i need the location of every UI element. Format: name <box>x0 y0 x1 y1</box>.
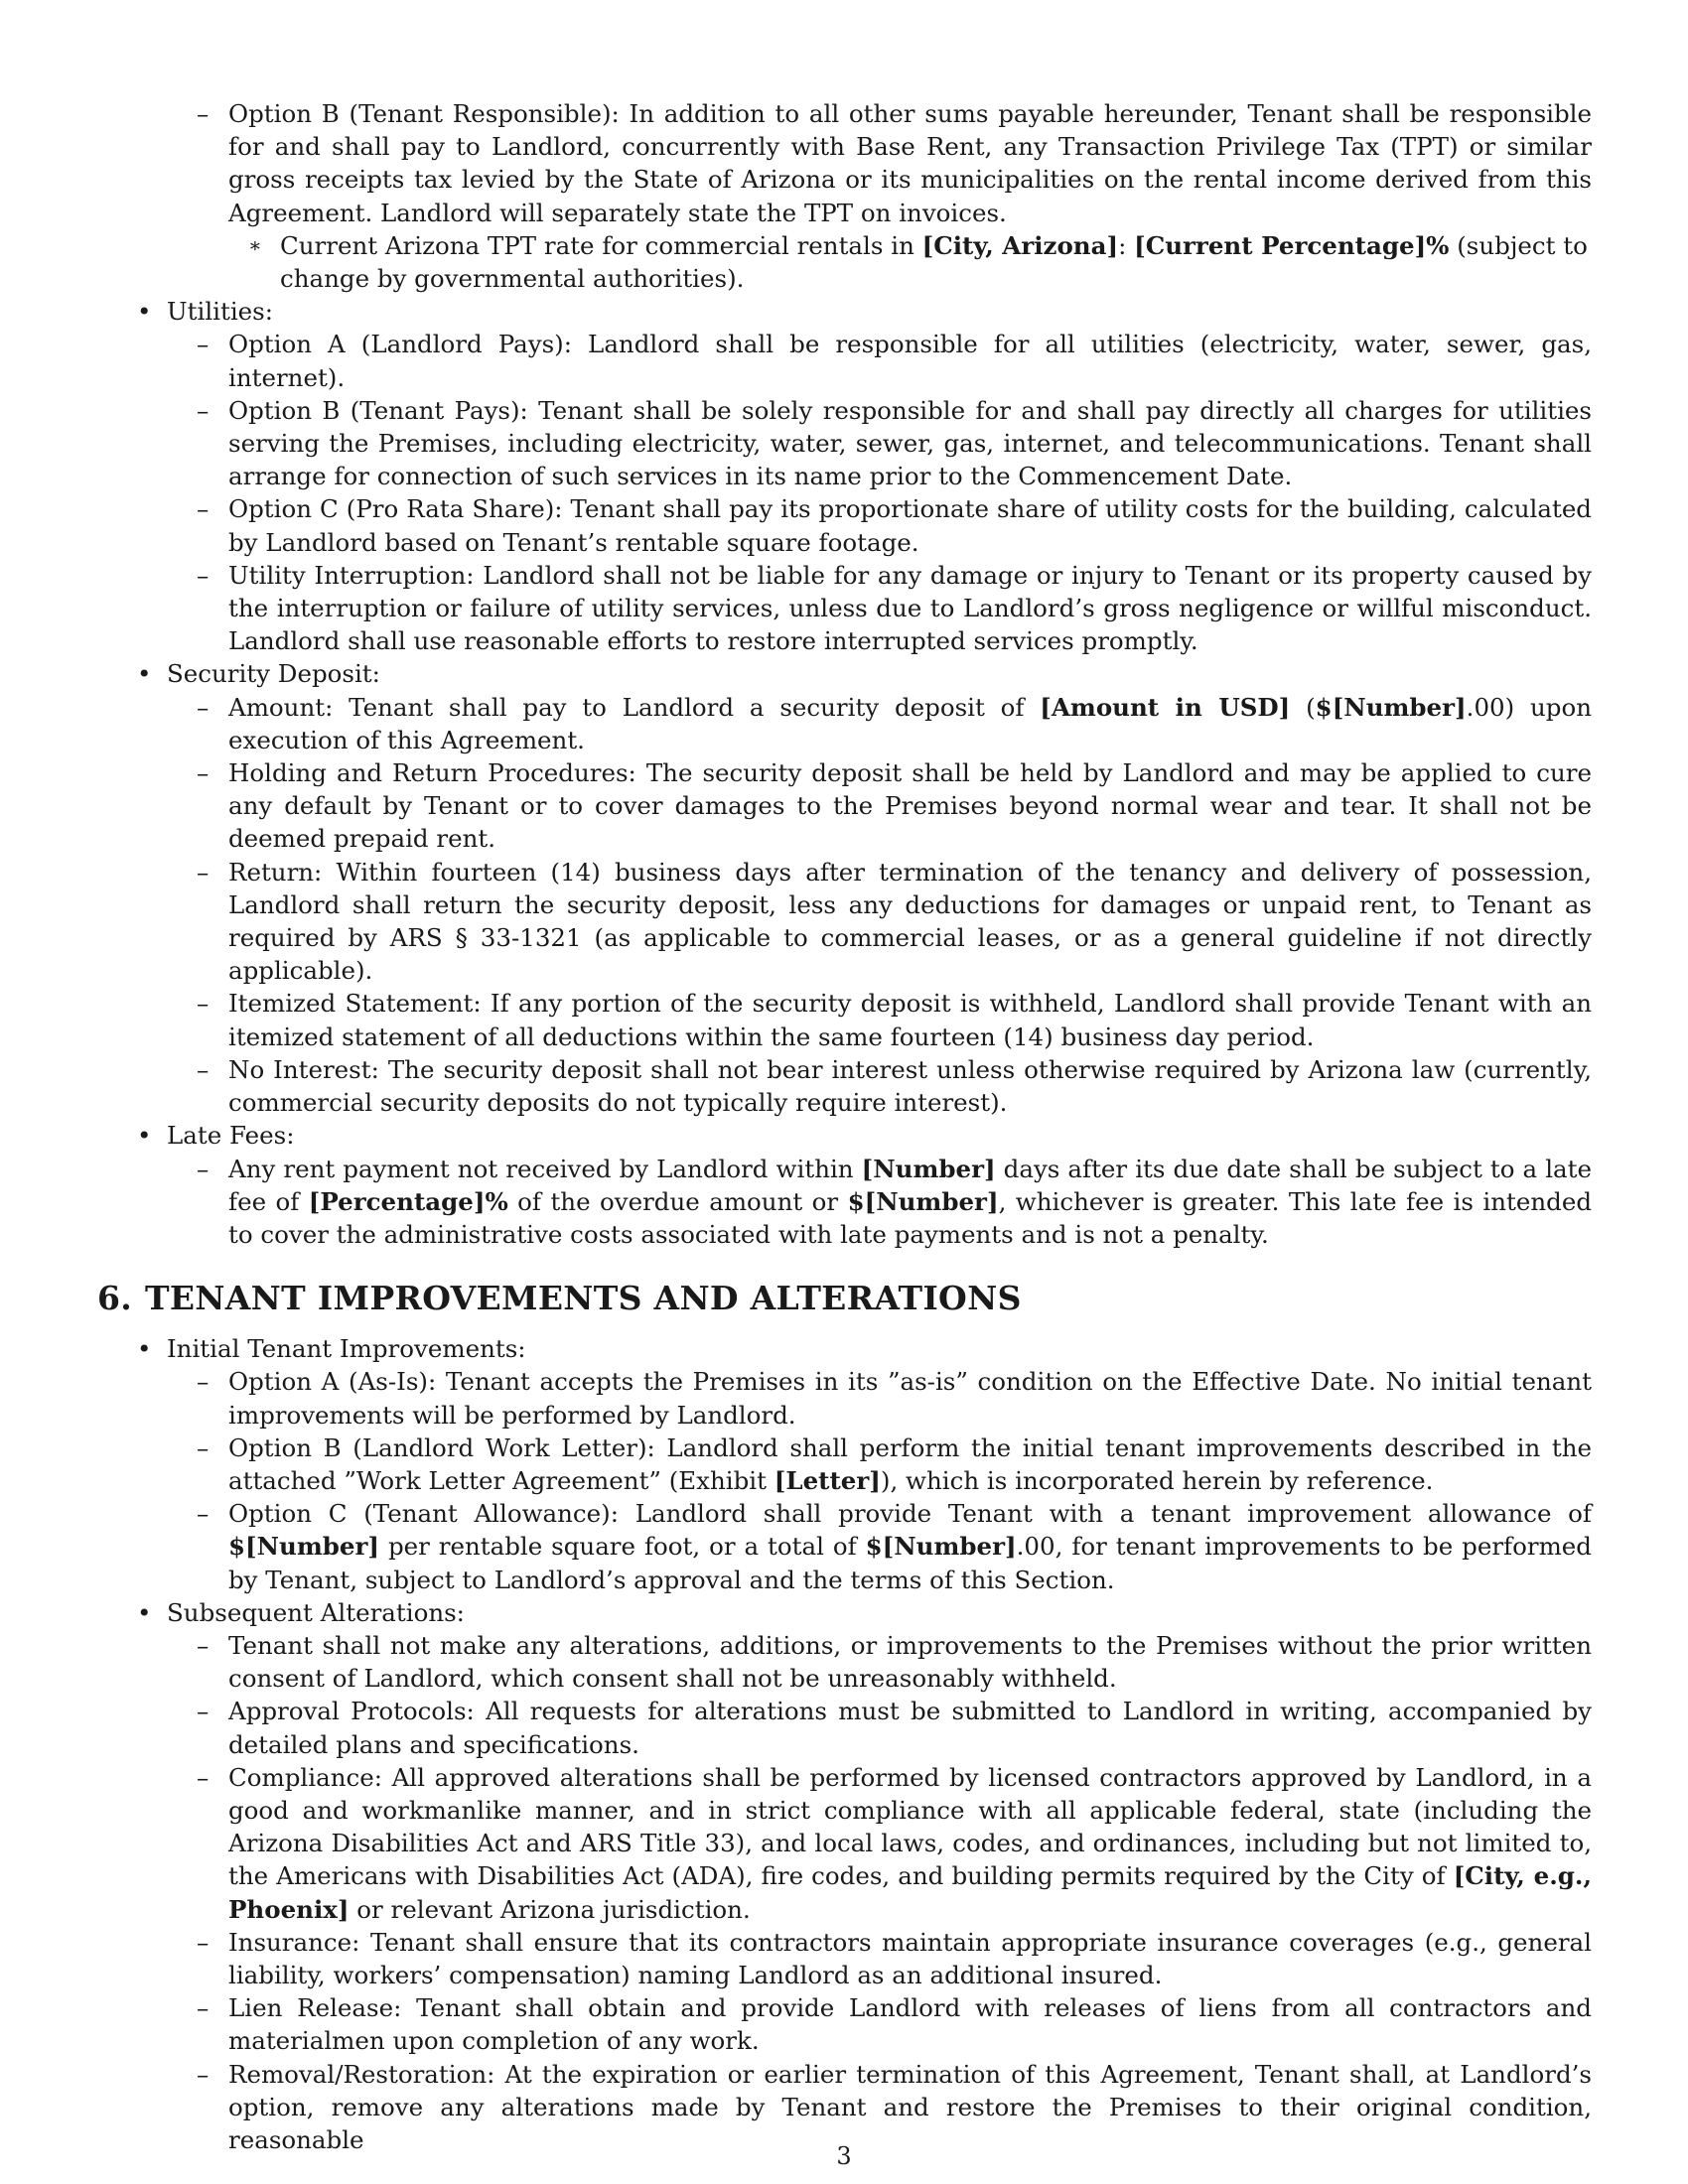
tpt-rate-item <box>97 229 1592 295</box>
dash-marker: – <box>197 1762 210 1792</box>
dash-marker: – <box>197 989 210 1019</box>
dash-marker: – <box>197 395 210 425</box>
alterations-compliance <box>97 1761 1592 1926</box>
section-6-title: TENANT IMPROVEMENTS AND ALTERATIONS <box>145 1279 1022 1318</box>
late-fee-clause <box>97 1153 1592 1252</box>
deposit-holding <box>97 756 1592 856</box>
tpt-rate-text-3: (subject to change by governmental authorities). <box>280 230 1588 294</box>
improvements-option-b-text-2: ), which is incorporated herein by reference. <box>880 1465 1434 1495</box>
late-fee-text-3: of the overdue amount or <box>507 1186 848 1216</box>
dash-marker: – <box>197 1927 210 1957</box>
section-6-heading <box>97 1277 1592 1320</box>
utilities-item <box>97 295 1592 328</box>
compliance-city: [City, e.g., Phoenix] <box>228 1861 1592 1924</box>
dash-marker: – <box>197 692 210 722</box>
allowance-total: $[Number] <box>865 1532 1017 1562</box>
tpt-rate-city: [City, Arizona] <box>921 230 1119 260</box>
improvements-option-c <box>97 1497 1592 1596</box>
deposit-itemized-text: Itemized Statement: If any portion of the security deposit is withheld, Landlord shall provide Tenant with an itemized statement of all deductions within the same fourteen (14) business day period. <box>228 989 1592 1051</box>
late-fee-text-4: , whichever is greater. This late fee is intended to cover the administrative costs associated with late payments and is not a penalty. <box>228 1186 1592 1249</box>
late-fee-amount: $[Number] <box>847 1186 999 1216</box>
improvements-option-c-text-1: Option C (Tenant Allowance): Landlord shall provide Tenant with a tenant improvement allowance of <box>228 1499 1592 1529</box>
deposit-amount <box>97 691 1592 756</box>
utilities-option-a <box>97 328 1592 393</box>
alterations-consent <box>97 1629 1592 1695</box>
initial-improvements-label: Initial Tenant Improvements: <box>167 1334 526 1364</box>
tpt-rate-percentage: [Current Percentage]% <box>1134 230 1450 260</box>
deposit-no-interest-text: No Interest: The security deposit shall not bear interest unless otherwise required by Arizona law (currently, commercial security deposits do not typically require interest). <box>228 1054 1592 1118</box>
alterations-compliance-text-1: Compliance: All approved alterations shall be performed by licensed contractors approved by Landlord, in a good and workmanlike manner, and in strict compliance with all applicable federal, state (including the Arizona Disabilities Act and ARS Title 33), and local laws, codes, and ordinances, including but not limited to, the Americans with Disabilities Act (ADA), fire codes, and building permits required by the City of <box>228 1762 1592 1891</box>
section-6-number: 6. <box>97 1279 133 1318</box>
deposit-itemized <box>97 987 1592 1052</box>
deposit-amount-text-1: Amount: Tenant shall pay to Landlord a security deposit of <box>228 692 1041 722</box>
late-fee-percentage: [Percentage]% <box>308 1186 508 1216</box>
bullet-marker: • <box>137 1597 152 1627</box>
page-number: 3 <box>836 2142 852 2170</box>
dash-marker: – <box>197 1697 210 1726</box>
improvements-option-a <box>97 1365 1592 1431</box>
dash-marker: – <box>197 1433 210 1462</box>
bullet-marker: • <box>137 659 152 689</box>
deposit-return <box>97 856 1592 988</box>
star-marker: ∗ <box>248 232 262 257</box>
alterations-insurance <box>97 1926 1592 1991</box>
deposit-amount-text-3: .00) upon execution of this Agreement. <box>228 692 1592 754</box>
alterations-removal-text: Removal/Restoration: At the expiration or earlier termination of this Agreement, Tenant shall, at Landlord’s option, remove any alterations made by Tenant and restore the Premises to their original condition, reasonable <box>228 2059 1592 2154</box>
dash-marker: – <box>197 1367 210 1397</box>
improvements-option-c-text-3: .00, for tenant improvements to be performed by Tenant, subject to Landlord’s approval and the terms of this Section. <box>228 1532 1592 1594</box>
improvements-option-c-text-2: per rentable square foot, or a total of <box>379 1532 866 1562</box>
deposit-holding-text: Holding and Return Procedures: The security deposit shall be held by Landlord and may be applied to cure any default by Tenant or to cover damages to the Premises beyond normal wear and tear. It shall not be deemed prepaid rent. <box>228 758 1592 854</box>
page-body <box>97 97 1592 2156</box>
dash-marker: – <box>197 560 210 590</box>
utilities-option-b <box>97 394 1592 493</box>
dash-marker: – <box>197 1154 210 1183</box>
utilities-option-b-text: Option B (Tenant Pays): Tenant shall be solely responsible for and shall pay directly all charges for utilities serving the Premises, including electricity, water, sewer, gas, internet, and telecommunications. Tenant shall arrange for connection of such services in its name prior to the Commencement Date. <box>228 395 1592 491</box>
tpt-option-b-text: Option B (Tenant Responsible): In addition to all other sums payable hereunder, Tenant shall be responsible for and shall pay to Landlord, concurrently with Base Rent, any Transaction Privilege Tax (TPT) or similar gross receipts tax levied by the State of Arizona or its municipalities on the rental income derived from this Agreement. Landlord will separately state the TPT on invoices. <box>228 99 1592 227</box>
dash-marker: – <box>197 99 210 128</box>
utilities-option-a-text: Option A (Landlord Pays): Landlord shall be responsible for all utilities (electricity, water, sewer, gas, internet). <box>228 330 1592 392</box>
late-fee-text-2: days after its due date shall be subject to a late fee of <box>228 1154 1592 1216</box>
bullet-marker: • <box>137 1334 152 1364</box>
deposit-return-text: Return: Within fourteen (14) business days after termination of the tenancy and delivery of possession, Landlord shall return the security deposit, less any deductions for damages or unpaid rent, to Tenant as required by ARS § 33-1321 (as applicable to commercial leases, or as a general guideline if not directly applicable). <box>228 857 1592 986</box>
bullet-marker: • <box>137 297 152 327</box>
alterations-compliance-text-2: or relevant Arizona jurisdiction. <box>349 1894 751 1924</box>
initial-improvements-item <box>97 1332 1592 1365</box>
dash-marker: – <box>197 1993 210 2023</box>
late-fee-text-1: Any rent payment not received by Landlord within <box>228 1154 862 1183</box>
utilities-option-c <box>97 492 1592 558</box>
alterations-lien-release-text: Lien Release: Tenant shall obtain and provide Landlord with releases of liens from all contractors and materialmen upon completion of any work. <box>228 1993 1592 2056</box>
late-fees-item <box>97 1119 1592 1152</box>
tpt-option-b <box>97 97 1592 229</box>
dash-marker: – <box>197 2059 210 2089</box>
improvements-option-b <box>97 1432 1592 1497</box>
dash-marker: – <box>197 1630 210 1660</box>
utility-interruption-text: Utility Interruption: Landlord shall not be liable for any damage or injury to Tenant or its property caused by the interruption or failure of utility services, unless due to Landlord’s gross negligence or willful misconduct. Landlord shall use reasonable efforts to restore interrupted services promptly. <box>228 560 1592 656</box>
deposit-amount-usd: [Amount in USD] <box>1040 692 1291 722</box>
security-deposit-label: Security Deposit: <box>167 659 380 689</box>
alterations-insurance-text: Insurance: Tenant shall ensure that its contractors maintain appropriate insurance coverages (e.g., general liability, workers’ compensation) naming Landlord as an additional insured. <box>228 1927 1592 1989</box>
utilities-option-c-text: Option C (Pro Rata Share): Tenant shall pay its proportionate share of utility costs for the building, calculated by Landlord based on Tenant’s rentable square footage. <box>228 494 1592 557</box>
dash-marker: – <box>197 330 210 359</box>
utility-interruption <box>97 559 1592 658</box>
improvements-option-a-text: Option A (As-Is): Tenant accepts the Premises in its ”as-is” condition on the Effective Date. No initial tenant improvements will be performed by Landlord. <box>228 1367 1592 1430</box>
late-fee-days: [Number] <box>861 1154 996 1183</box>
allowance-per-foot: $[Number] <box>228 1532 379 1562</box>
tpt-rate-text-1: Current Arizona TPT rate for commercial rentals in <box>280 230 922 260</box>
subsequent-alterations-item <box>97 1596 1592 1629</box>
dash-marker: – <box>197 758 210 788</box>
alterations-approval-text: Approval Protocols: All requests for alterations must be submitted to Landlord in writing, accompanied by detailed plans and specifications. <box>228 1697 1592 1759</box>
alterations-consent-text: Tenant shall not make any alterations, additions, or improvements to the Premises without the prior written consent of Landlord, which consent shall not be unreasonably withheld. <box>228 1630 1592 1694</box>
deposit-amount-number: $[Number] <box>1315 692 1467 722</box>
bullet-marker: • <box>137 1121 152 1151</box>
exhibit-letter: [Letter] <box>774 1465 881 1495</box>
deposit-amount-text-2: ( <box>1290 692 1316 722</box>
tpt-rate-text-2: : <box>1118 230 1135 260</box>
subsequent-alterations-label: Subsequent Alterations: <box>167 1597 465 1627</box>
late-fees-label: Late Fees: <box>167 1121 295 1151</box>
dash-marker: – <box>197 1054 210 1084</box>
dash-marker: – <box>197 857 210 887</box>
security-deposit-item <box>97 657 1592 690</box>
dash-marker: – <box>197 1499 210 1529</box>
deposit-no-interest <box>97 1053 1592 1119</box>
utilities-label: Utilities: <box>167 297 274 327</box>
improvements-option-b-text-1: Option B (Landlord Work Letter): Landlord shall perform the initial tenant improvements described in the attached ”Work Letter Agreement” (Exhibit <box>228 1433 1592 1495</box>
dash-marker: – <box>197 494 210 524</box>
alterations-lien-release <box>97 1991 1592 2057</box>
alterations-approval <box>97 1695 1592 1760</box>
